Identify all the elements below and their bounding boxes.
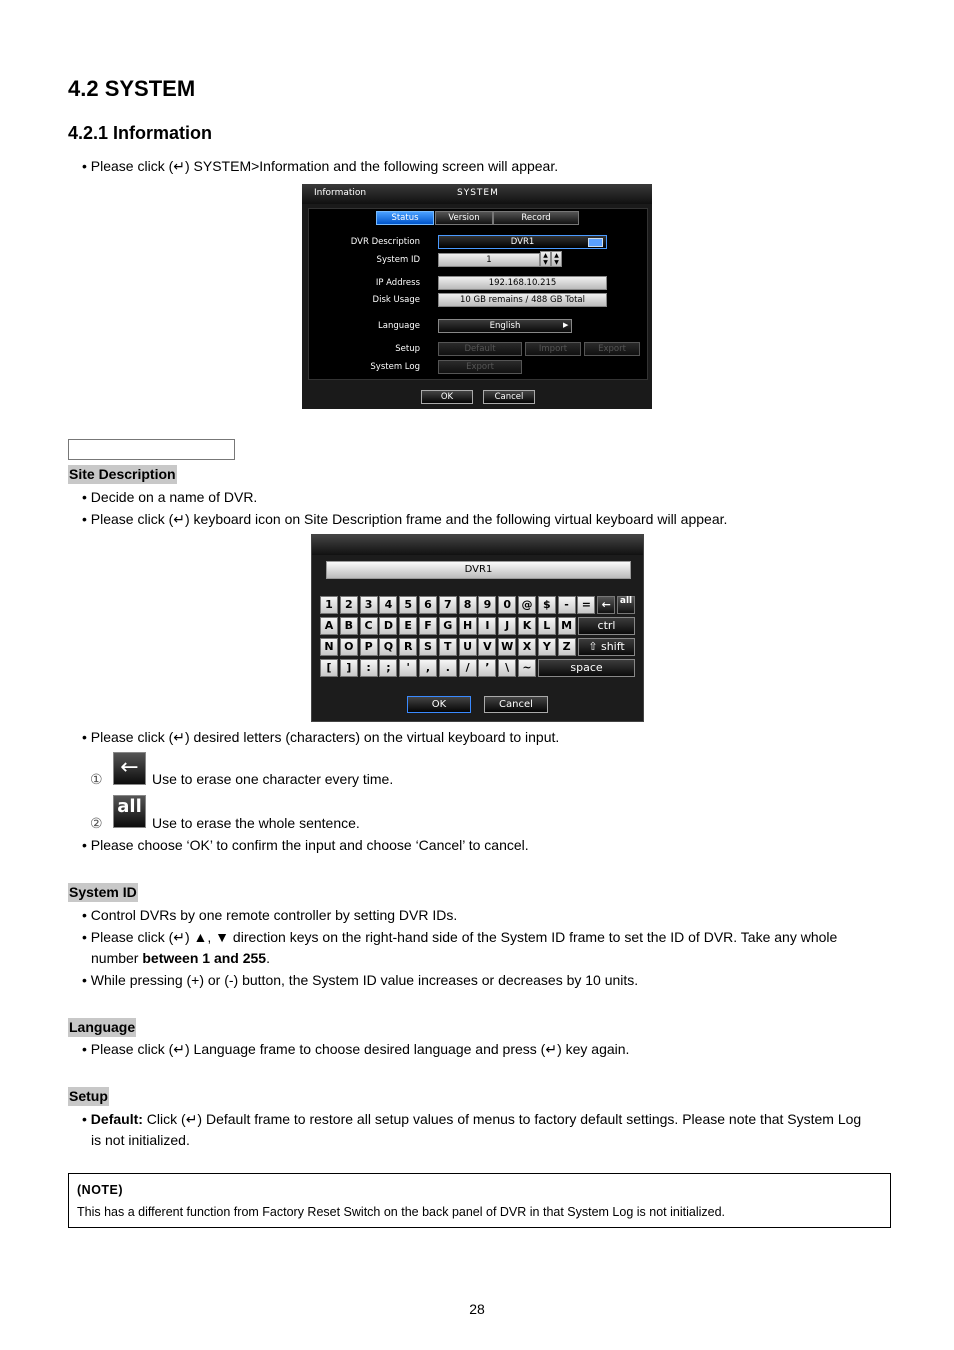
- key-A[interactable]: A: [320, 617, 338, 635]
- key-6[interactable]: 6: [419, 596, 437, 614]
- tab-status[interactable]: Status: [376, 211, 434, 225]
- key-X[interactable]: X: [518, 638, 536, 656]
- intro-text: • Please click (↵) SYSTEM>Information and the following screen will appear.: [82, 158, 559, 174]
- item-number-1: ①: [90, 771, 103, 787]
- key-all[interactable]: all: [617, 596, 635, 614]
- keyboard-title-bar: [312, 535, 643, 555]
- import-button[interactable]: Import: [525, 342, 581, 356]
- default-text: Click (↵) Default frame to restore all setup values of menus to factory default settings. Please note that System Log: [142, 1111, 862, 1127]
- system-id-bullet: • Control DVRs by one remote controller by setting DVR IDs.: [82, 907, 458, 923]
- key-S[interactable]: S: [419, 638, 437, 656]
- label-setup: Setup: [395, 344, 420, 354]
- label-disk-usage: Disk Usage: [372, 295, 420, 305]
- key-K[interactable]: K: [518, 617, 536, 635]
- note-title: (NOTE): [77, 1183, 124, 1197]
- key-M[interactable]: M: [558, 617, 576, 635]
- dialog-title: Information: [314, 188, 367, 198]
- key-1[interactable]: 1: [320, 596, 338, 614]
- page-number: 28: [469, 1301, 485, 1317]
- key--[interactable]: -: [558, 596, 576, 614]
- backspace-icon: ←: [113, 752, 146, 785]
- dvr-description-field[interactable]: DVR1: [438, 235, 607, 249]
- key-U[interactable]: U: [459, 638, 477, 656]
- key-8[interactable]: 8: [459, 596, 477, 614]
- key-L[interactable]: L: [538, 617, 556, 635]
- key-~[interactable]: ~: [518, 659, 536, 677]
- key-'[interactable]: ': [399, 659, 417, 677]
- key-.[interactable]: .: [439, 659, 457, 677]
- label-ip-address: IP Address: [375, 278, 420, 288]
- key-:[interactable]: :: [360, 659, 378, 677]
- default-button[interactable]: Default: [438, 342, 522, 356]
- key-C[interactable]: C: [360, 617, 378, 635]
- ok-button[interactable]: OK: [421, 390, 473, 404]
- key-5[interactable]: 5: [399, 596, 417, 614]
- key-$[interactable]: $: [538, 596, 556, 614]
- system-id-heading: System ID: [69, 884, 137, 900]
- system-information-dialog: [302, 184, 652, 409]
- key-←[interactable]: ←: [597, 596, 615, 614]
- space-key[interactable]: space: [538, 659, 635, 677]
- site-description-heading: Site Description: [69, 466, 176, 482]
- key-J[interactable]: J: [498, 617, 516, 635]
- disk-usage-field: 10 GB remains / 488 GB Total: [438, 293, 607, 307]
- keyboard-input-field[interactable]: DVR1: [326, 561, 631, 579]
- key-3[interactable]: 3: [360, 596, 378, 614]
- setup-heading: Setup: [69, 1088, 108, 1104]
- range-bold: between 1 and 255: [142, 950, 267, 966]
- system-log-export-button[interactable]: Export: [438, 360, 522, 374]
- key-’[interactable]: ’: [478, 659, 496, 677]
- keyboard-ok-button[interactable]: OK: [407, 696, 471, 713]
- label-language: Language: [378, 321, 420, 331]
- site-description-bullet: • Decide on a name of DVR.: [82, 489, 258, 505]
- key-][interactable]: ]: [340, 659, 358, 677]
- backspace-description: Use to erase one character every time.: [152, 771, 394, 787]
- site-description-bullet: • Please click (↵) keyboard icon on Site Description frame and the following virtual keyboard will appear.: [82, 511, 728, 527]
- key-B[interactable]: B: [340, 617, 358, 635]
- tab-version[interactable]: Version: [435, 211, 493, 225]
- system-id-range-line: [91, 948, 270, 969]
- dialog-title-bar: [302, 184, 652, 204]
- key-;[interactable]: ;: [379, 659, 397, 677]
- setup-bullet-cont: is not initialized.: [91, 1132, 190, 1148]
- virtual-keyboard: [311, 534, 644, 722]
- key-D[interactable]: D: [379, 617, 397, 635]
- export-button[interactable]: Export: [584, 342, 640, 356]
- label-system-log: System Log: [370, 362, 420, 372]
- range-period: .: [266, 950, 270, 966]
- ctrl-key[interactable]: ctrl: [578, 617, 635, 635]
- label-system-id: System ID: [376, 255, 420, 265]
- language-bullet: • Please click (↵) Language frame to choose desired language and press (↵) key again.: [82, 1041, 630, 1057]
- system-id-bullet: • While pressing (+) or (-) button, the System ID value increases or decreases by 10 units.: [82, 972, 639, 988]
- key-2[interactable]: 2: [340, 596, 358, 614]
- clear-all-icon: all: [113, 795, 146, 828]
- section-heading: 4.2 SYSTEM: [68, 76, 196, 101]
- key-G[interactable]: G: [439, 617, 457, 635]
- key-7[interactable]: 7: [439, 596, 457, 614]
- key-@[interactable]: @: [518, 596, 536, 614]
- key-,[interactable]: ,: [419, 659, 437, 677]
- system-id-bullet: • Please click (↵) ▲, ▼ direction keys on the right-hand side of the System ID frame to set the ID of DVR. Take any whole: [82, 929, 838, 945]
- keyboard-icon[interactable]: [588, 238, 603, 247]
- key-E[interactable]: E: [399, 617, 417, 635]
- label-dvr-description: DVR Description: [350, 237, 420, 247]
- chevron-right-icon: ▶: [563, 321, 569, 329]
- key-T[interactable]: T: [439, 638, 457, 656]
- key-F[interactable]: F: [419, 617, 437, 635]
- key-0[interactable]: 0: [498, 596, 516, 614]
- ip-address-field: 192.168.10.215: [438, 276, 607, 290]
- key-R[interactable]: R: [399, 638, 417, 656]
- default-bold: Default:: [90, 1111, 143, 1127]
- system-id-stepper-right[interactable]: ▲ ▼: [551, 251, 562, 267]
- cancel-button[interactable]: Cancel: [483, 390, 535, 404]
- key-I[interactable]: I: [478, 617, 496, 635]
- range-text: number: [91, 950, 143, 966]
- key-N[interactable]: N: [320, 638, 338, 656]
- confirm-bullet: • Please choose ‘OK’ to confirm the input and choose ‘Cancel’ to cancel.: [82, 837, 529, 853]
- clear-all-description: Use to erase the whole sentence.: [152, 815, 360, 831]
- key-[[interactable]: [: [320, 659, 338, 677]
- key-V[interactable]: V: [478, 638, 496, 656]
- key-9[interactable]: 9: [478, 596, 496, 614]
- subsection-heading: 4.2.1 Information: [68, 123, 213, 143]
- key-P[interactable]: P: [360, 638, 378, 656]
- language-heading: Language: [69, 1019, 136, 1035]
- setup-bullet: • Default: Click (↵) Default frame to restore all setup values of menus to factory default settings. Please note that System Log: [82, 1111, 862, 1127]
- item-number-2: ②: [90, 815, 103, 831]
- key-=[interactable]: =: [577, 596, 595, 614]
- system-id-field[interactable]: 1: [438, 253, 540, 267]
- key-/[interactable]: /: [459, 659, 477, 677]
- key-backslash[interactable]: \: [498, 659, 516, 677]
- note-body: This has a different function from Factory Reset Switch on the back panel of DVR in that System Log is not initialized.: [77, 1205, 726, 1219]
- key-W[interactable]: W: [498, 638, 516, 656]
- empty-frame: [68, 439, 235, 460]
- key-Q[interactable]: Q: [379, 638, 397, 656]
- keyboard-cancel-button[interactable]: Cancel: [484, 696, 548, 713]
- shift-key[interactable]: ⇧ shift: [578, 638, 635, 656]
- key-Z[interactable]: Z: [558, 638, 576, 656]
- key-Y[interactable]: Y: [538, 638, 556, 656]
- dialog-menu-title: SYSTEM: [457, 188, 499, 198]
- note-box: [68, 1173, 891, 1228]
- language-select[interactable]: English: [438, 319, 572, 333]
- key-O[interactable]: O: [340, 638, 358, 656]
- key-4[interactable]: 4: [379, 596, 397, 614]
- tab-record[interactable]: Record: [493, 211, 579, 225]
- keyboard-bullet: • Please click (↵) desired letters (characters) on the virtual keyboard to input.: [82, 729, 560, 745]
- key-H[interactable]: H: [459, 617, 477, 635]
- system-id-stepper-left[interactable]: ▲ ▼: [540, 251, 551, 267]
